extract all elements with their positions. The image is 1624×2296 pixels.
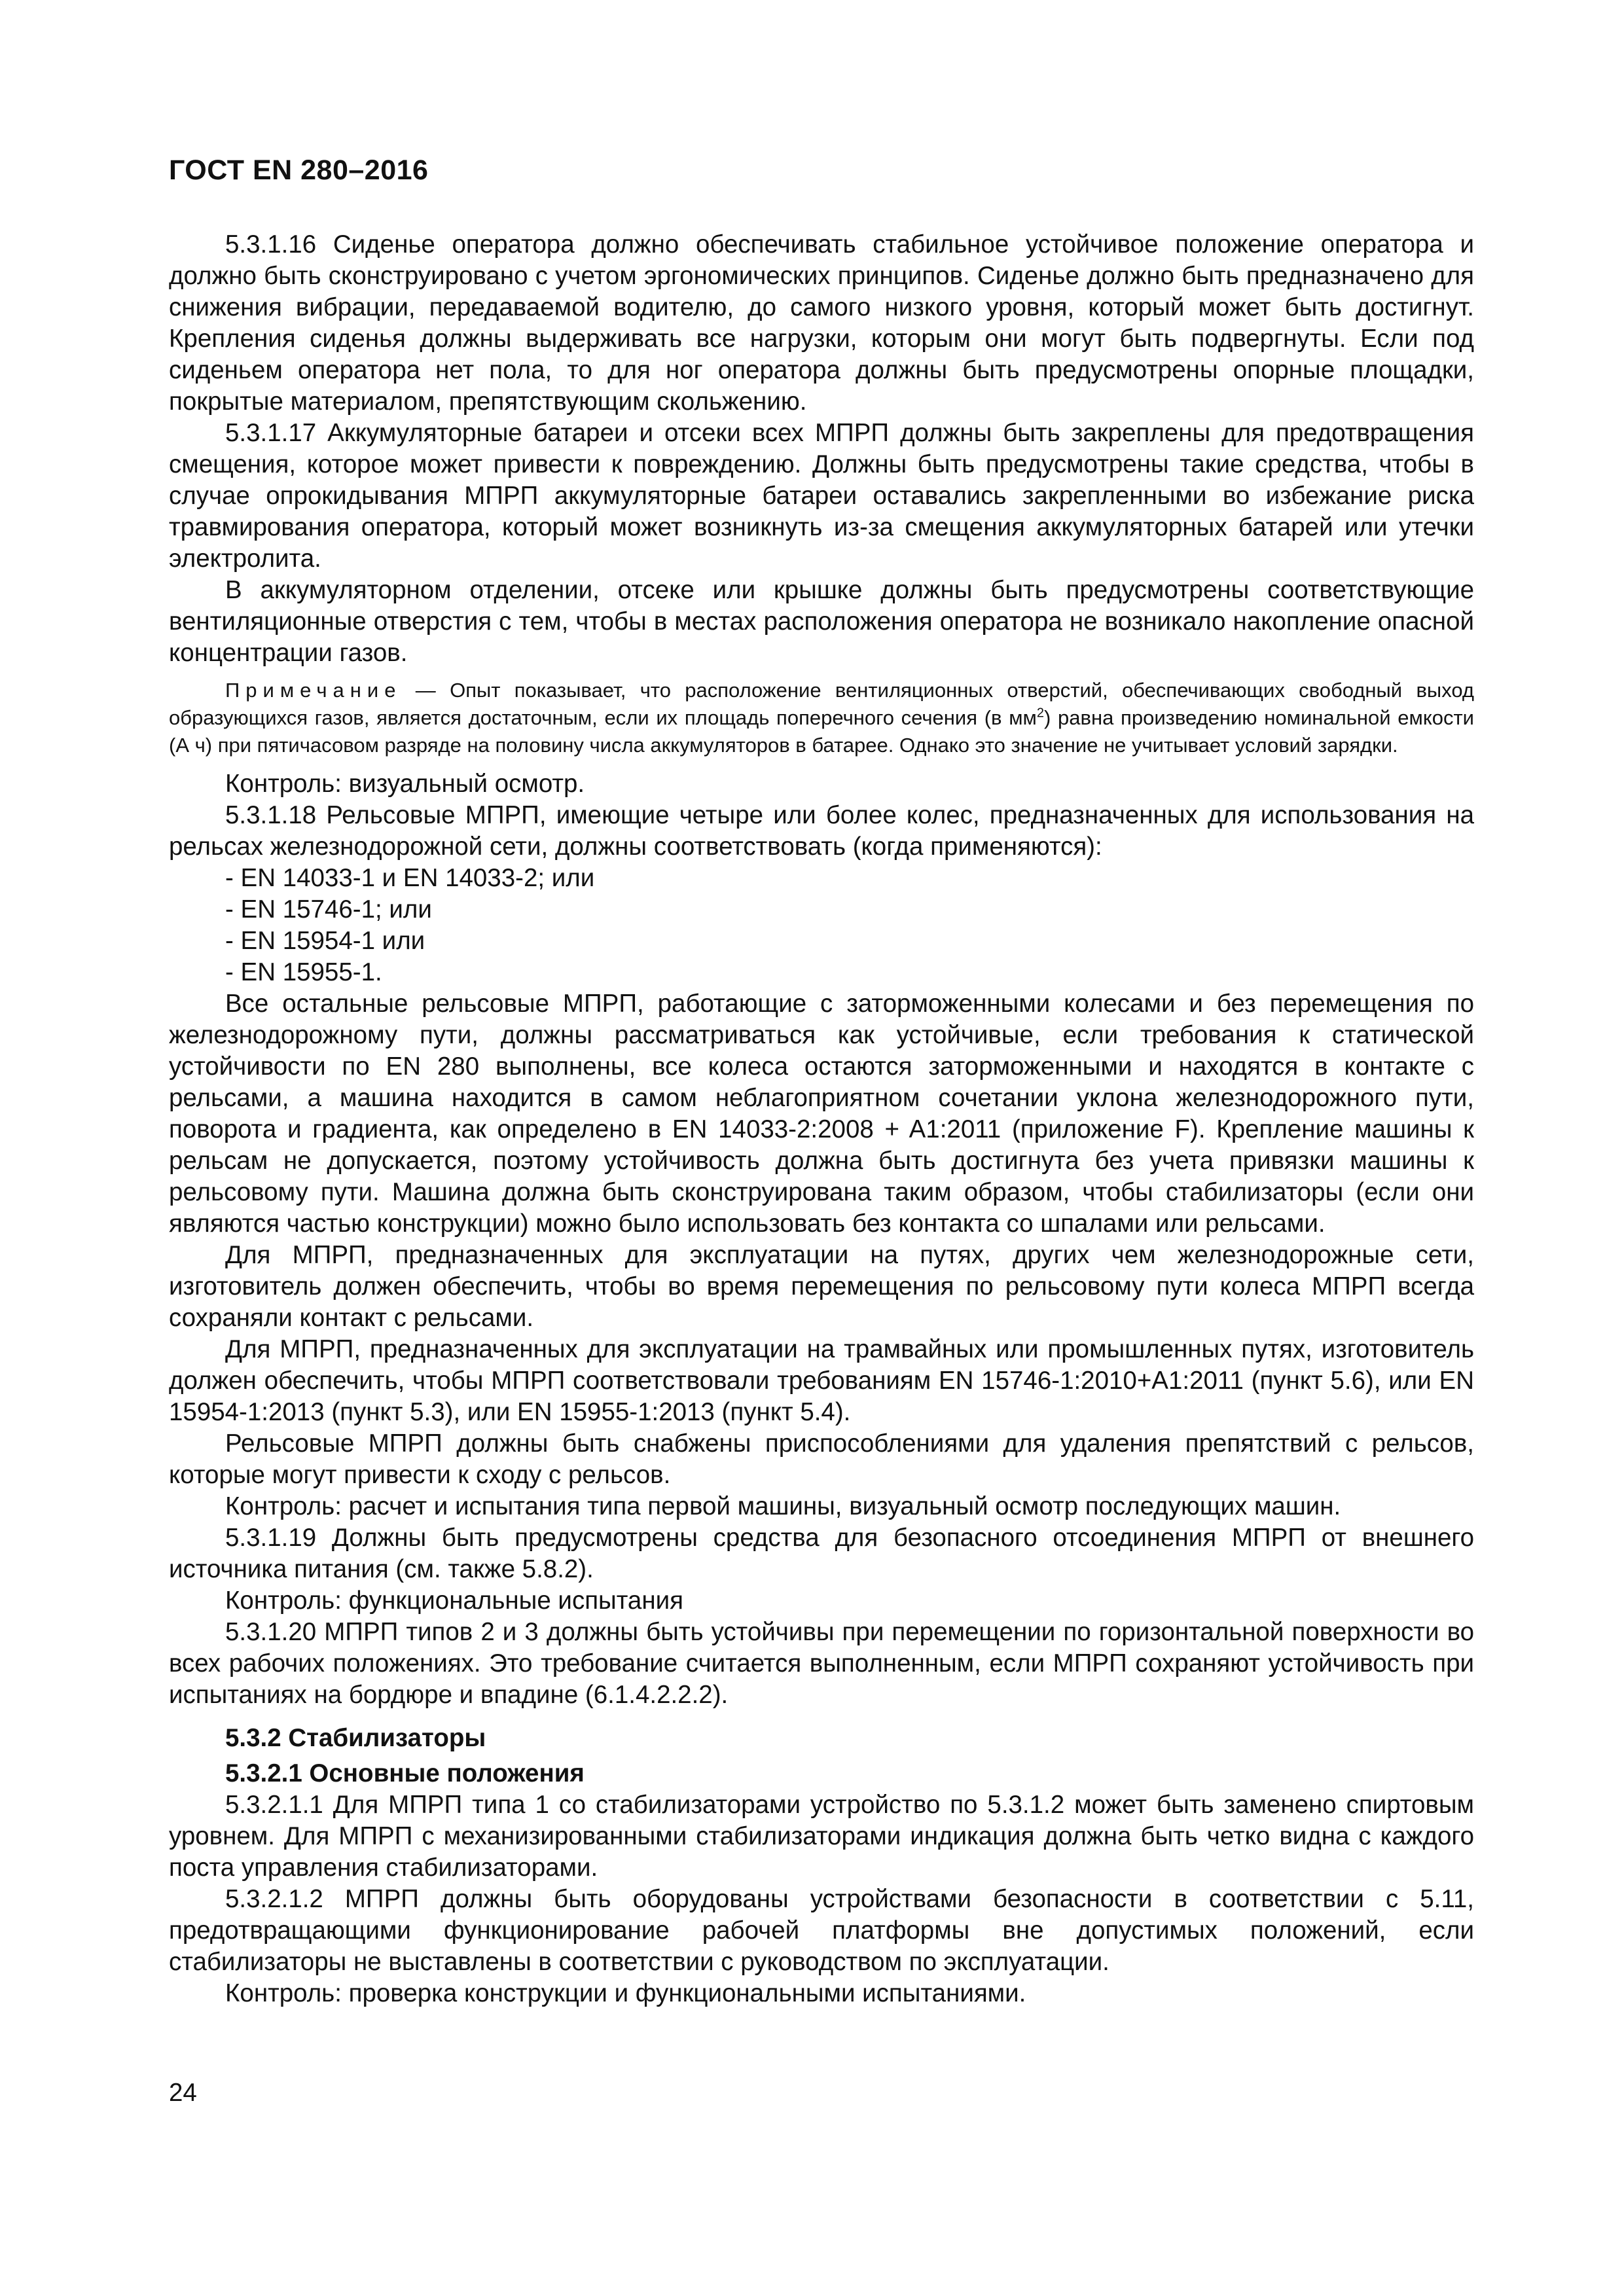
note-block <box>169 677 1474 759</box>
paragraph-5-3-1-19: 5.3.1.19 Должны быть предусмотрены средства для безопасного отсоединения МПРП от внешнего источника питания (см. также 5.8.2). <box>169 1524 1474 1583</box>
control-design-check: Контроль: проверка конструкции и функциональными испытаниями. <box>225 1979 1026 2007</box>
paragraph-5-3-1-20: 5.3.1.20 МПРП типов 2 и 3 должны быть устойчивы при перемещении по горизонтальной поверхности во всех рабочих положениях. Это требование считается выполненным, если МПРП сохраняют устойчивость при испытаниях на бордюре и впадине (6.1.4.2.2.2). <box>169 1618 1474 1709</box>
paragraph-5-3-2-1-2: 5.3.2.1.2 МПРП должны быть оборудованы устройствами безопасности в соответствии с 5.11, предотвращающими функционирование рабочей платформы вне допустимых положений, если стабилизаторы не выставлены в соответствии с руководством по эксплуатации. <box>169 1885 1474 1976</box>
paragraph-rail-stability: Все остальные рельсовые МПРП, работающие с заторможенными колесами и без перемещения по железнодорожному пути, должны рассматриваться как устойчивые, если требования к статической устойчивости по EN 280 выполнены, все колеса остаются заторможенными и находятся в контакте с рельсами, а машина находится в самом неблагоприятном сочетании уклона железнодорожного пути, поворота и градиента, как определено в EN 14033-2:2008 + A1:2011 (приложение F). Крепление машины к рельсам не допускается, поэтому устойчивость должна быть достигнута без учета привязки машины к рельсовому пути. Машина должна быть сконструирована таким образом, чтобы стабилизаторы (если они являются частью конструкции) можно было использовать без контакта со шпалами или рельсами. <box>169 990 1474 1238</box>
paragraph-5-3-1-17: 5.3.1.17 Аккумуляторные батареи и отсеки всех МПРП должны быть закреплены для предотвращения смещения, которое может привести к повреждению. Должны быть предусмотрены такие средства, чтобы в случае опрокидывания МПРП аккумуляторные батареи оставались закрепленными во избежание риска травмирования оператора, который может возникнуть из-за смещения аккумуляторных батарей или утечки электролита. <box>169 419 1474 573</box>
control-functional-tests: Контроль: функциональные испытания <box>225 1587 683 1615</box>
paragraph-obstacle-removal: Рельсовые МПРП должны быть снабжены приспособлениями для удаления препятствий с рельсов, которые могут привести к сходу с рельсов. <box>169 1429 1474 1489</box>
paragraph-5-3-1-18: 5.3.1.18 Рельсовые МПРП, имеющие четыре или более колес, предназначенных для использования на рельсах железнодорожной сети, должны соответствовать (когда применяются): <box>169 801 1474 861</box>
paragraph-5-3-2-1-1: 5.3.2.1.1 Для МПРП типа 1 со стабилизаторами устройство по 5.3.1.2 может быть заменено спиртовым уровнем. Для МПРП с механизированными стабилизаторами индикация должна быть четко видна с каждого поста управления стабилизаторами. <box>169 1791 1474 1882</box>
paragraph-battery-ventilation: В аккумуляторном отделении, отсеке или крышке должны быть предусмотрены соответствующие вентиляционные отверстия с тем, чтобы в местах расположения оператора не возникало накопление опасной концентрации газов. <box>169 576 1474 667</box>
page-number: 24 <box>169 2079 197 2107</box>
list-item: - EN 15746-1; или <box>225 895 432 924</box>
paragraph-non-railway-tracks: Для МПРП, предназначенных для эксплуатации на путях, других чем железнодорожные сети, изготовитель должен обеспечить, чтобы во время перемещения по рельсовому пути колеса МПРП всегда сохраняли контакт с рельсами. <box>169 1241 1474 1332</box>
list-item: - EN 14033-1 и EN 14033-2; или <box>225 864 595 892</box>
paragraph-5-3-1-16: 5.3.1.16 Сиденье оператора должно обеспечивать стабильное устойчивое положение оператора и должно быть сконструировано с учетом эргономических принципов. Сиденье должно быть предназначено для снижения вибрации, передаваемой водителю, до самого низкого уровня, который может быть достигнут. Крепления сиденья должны выдерживать все нагрузки, которым они могут быть подвергнуты. Если под сиденьем оператора нет пола, то для ног оператора должны быть предусмотрены опорные площадки, покрытые материалом, препятствующим скольжению. <box>169 230 1474 416</box>
paragraph-tram-industrial-tracks: Для МПРП, предназначенных для эксплуатации на трамвайных или промышленных путях, изготовитель должен обеспечить, чтобы МПРП соответствовали требованиям EN 15746-1:2010+A1:2011 (пункт 5.6), или EN 15954-1:2013 (пункт 5.3), или EN 15955-1:2013 (пункт 5.4). <box>169 1335 1474 1426</box>
note-superscript: 2 <box>1036 706 1044 721</box>
note-text-a: — Опыт показывает, что расположение вентиляционных отверстий, обеспечивающих свободный выход образующихся газов, является достаточным, если их площадь поперечного сечения (в мм <box>169 679 1474 729</box>
control-calculation-tests: Контроль: расчет и испытания типа первой машины, визуальный осмотр последующих машин. <box>225 1492 1341 1520</box>
standard-header: ГОСТ EN 280–2016 <box>169 154 429 186</box>
list-item: - EN 15954-1 или <box>225 927 425 955</box>
note-label: Примечание <box>225 679 402 702</box>
document-body <box>169 229 1474 2009</box>
section-heading-general: 5.3.2.1 Основные положения <box>225 1759 585 1787</box>
list-item: - EN 15955-1. <box>225 958 382 986</box>
section-heading-stabilizers: 5.3.2 Стабилизаторы <box>225 1724 486 1752</box>
control-visual-inspection: Контроль: визуальный осмотр. <box>225 770 585 798</box>
note-text-b: ) равна произведению номинальной емкости (А ч) при пятичасовом разряде на половину числа аккумуляторов в батарее. Однако это значение не учитывает условий зарядки. <box>169 706 1474 757</box>
